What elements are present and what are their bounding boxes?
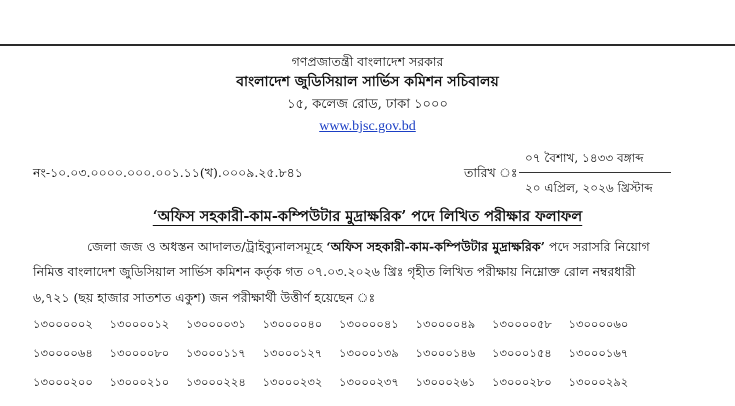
date-gregorian: ২০ এপ্রিল, ২০২৬ খ্রিস্টাব্দ	[525, 181, 653, 195]
body-line-1-before: জেলা জজ ও অধস্তন আদালত/ট্রাইব্যুনালসমূহে	[87, 239, 323, 254]
website-link[interactable]: www.bjsc.gov.bd	[319, 119, 416, 134]
roll-number: ১৩০০০০৪৯	[415, 317, 476, 331]
roll-number: ১৩০০০০৬০	[568, 317, 629, 331]
roll-number-list	[33, 319, 713, 406]
body-line-2: নিমিত্ত বাংলাদেশ জুডিসিয়াল সার্ভিস কমিশন কর্তৃক গত ০৭.০৩.২০২৬ খ্রিঃ গৃহীত লিখিত পরীক্ষায় নিম্নোক্ত রোল নম্বরধারী	[33, 264, 636, 279]
roll-number: ১৩০০০২৯২	[568, 375, 629, 389]
result-title-text: ‘অফিস সহকারী-কাম-কম্পিউটার মুদ্রাক্ষরিক’ পদে লিখিত পরীক্ষার ফলাফল	[152, 208, 583, 225]
roll-row	[33, 348, 713, 377]
office-address: ১৫, কলেজ রোড, ঢাকা ১০০০	[287, 97, 448, 112]
roll-number: ১৩০০০০০২	[33, 317, 93, 331]
roll-number: ১৩০০০০৫৮	[492, 317, 552, 331]
roll-number: ১৩০০০১৩৯	[339, 346, 399, 360]
office-heading: বাংলাদেশ জুডিসিয়াল সার্ভিস কমিশন সচিবালয়	[236, 74, 499, 90]
top-divider	[0, 44, 735, 46]
date-bengali: ০৭ বৈশাখ, ১৪৩৩ বঙ্গাব্দ	[525, 151, 644, 165]
memo-number: নং-১০.০৩.০০০০.০০০.০০১.১১(খ).০০০৯.২৫.৮৪১	[33, 165, 303, 180]
roll-number: ১৩০০০১৪৬	[415, 346, 476, 360]
roll-number: ১৩০০০১৫৪	[492, 346, 552, 360]
body-line-1	[87, 241, 650, 254]
roll-number: ১৩০০০১৬৭	[568, 346, 629, 360]
roll-number: ১৩০০০১১৭	[186, 346, 246, 360]
roll-number: ১৩০০০২৬১	[415, 375, 476, 389]
roll-number: ১৩০০০০৪০	[262, 317, 323, 331]
government-heading: গণপ্রজাতন্ত্রী বাংলাদেশ সরকার	[291, 54, 444, 69]
roll-number: ১৩০০০২৮০	[492, 375, 552, 389]
roll-number: ১৩০০০০৩১	[186, 317, 246, 331]
post-name: ‘অফিস সহকারী-কাম-কম্পিউটার মুদ্রাক্ষরিক’	[326, 239, 545, 254]
roll-number: ১৩০০০২৩২	[262, 375, 323, 389]
roll-number: ১৩০০০২০০	[33, 375, 93, 389]
body-line-1-after: পদে সরাসরি নিয়োগ	[548, 239, 650, 254]
roll-row	[33, 377, 713, 406]
roll-number: ১৩০০০১২৭	[262, 346, 323, 360]
date-label: তারিখ ঃ	[464, 165, 518, 180]
roll-number: ১৩০০০২২৪	[186, 375, 246, 389]
roll-number: ১৩০০০০৪১	[339, 317, 399, 331]
roll-number: ১৩০০০০১২	[109, 317, 170, 331]
roll-number: ১৩০০০২৩৭	[339, 375, 399, 389]
body-line-3: ৬,৭২১ (ছয় হাজার সাতশত একুশ) জন পরীক্ষার্থী উত্তীর্ণ হয়েছেন ঃ	[33, 290, 376, 305]
roll-number: ১৩০০০০৮০	[109, 346, 170, 360]
date-divider	[519, 172, 671, 173]
roll-number: ১৩০০০০৬৪	[33, 346, 93, 360]
roll-row	[33, 319, 713, 348]
roll-number: ১৩০০০২১০	[109, 375, 170, 389]
result-title	[0, 210, 735, 225]
